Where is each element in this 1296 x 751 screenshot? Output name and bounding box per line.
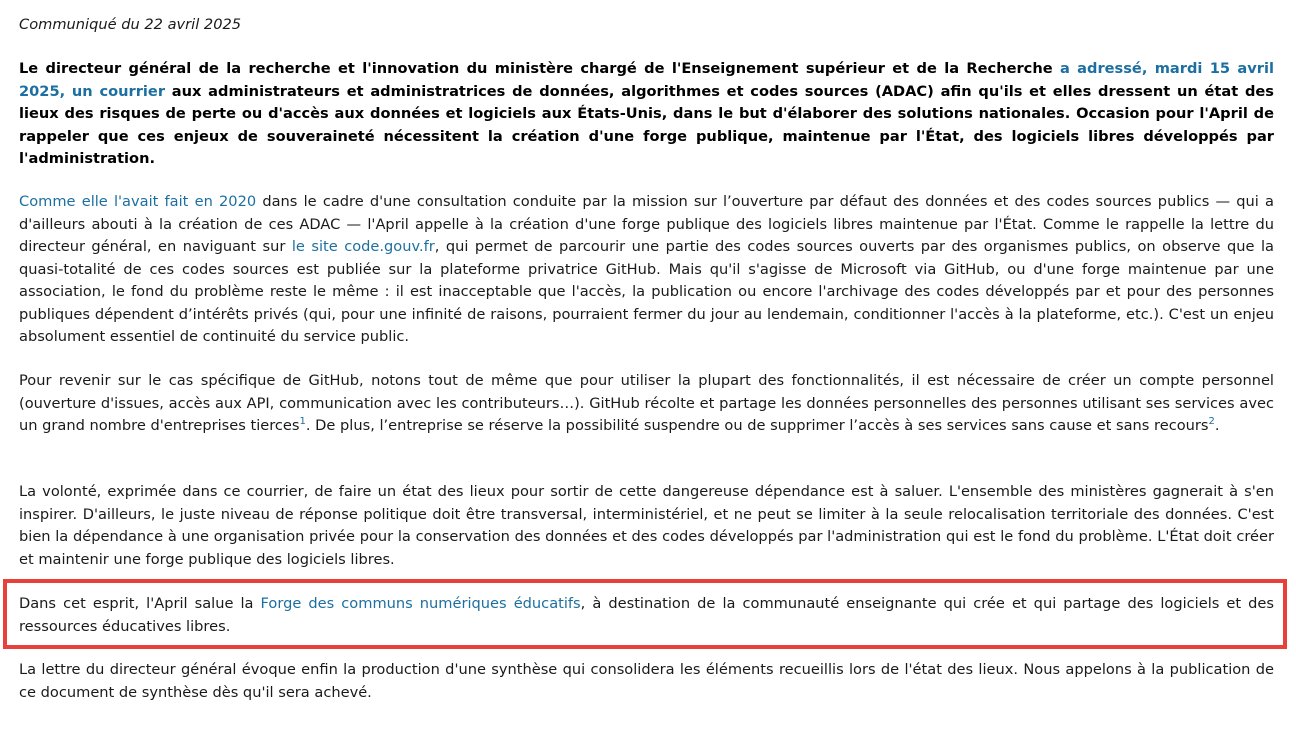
p1-text-1: dans le cadre d'une consultation conduite par la mission sur l’ouverture par défaut des données et des codes sources publics — qui a d'ailleurs abouti à la création de ces ADAC — l'April appelle à la création d'une forge publique des logiciels libres maintenue par l'État. Comme le rappelle la lettre du directeur général, en naviguant sur [19, 193, 1274, 255]
paragraph-forge-publique [19, 191, 1274, 349]
intro-text-1: Le directeur général de la recherche et l'innovation du ministère chargé de l'Enseignement supérieur et de la Recherche [19, 60, 1060, 77]
paragraph-github [19, 370, 1274, 438]
intro-text-2: aux administrateurs et administratrices de données, algorithmes et codes sources (ADAC) afin qu'ils et elles dressent un état des lieux des risques de perte ou d'accès aux données et logiciels aux États-Unis, dans le but d'élaborer des solutions nationales. Occasion pour l'April de rappeler que ces enjeux de souveraineté nécessitent la création d'une forge publique, maintenue par l'État, des logiciels libres développés par l'administration. [19, 82, 1274, 167]
p1-text-2: , qui permet de parcourir une partie des codes sources ouverts par des organismes publics, on observe que la quasi-totalité de ces codes sources est publiée sur la plateforme privatrice GitHub. Mais qu'il s'agisse de Microsoft via GitHub, ou d'une forge maintenue par une association, le fond du problème reste le même : il est inacceptable que l'accès, la publication ou encore l'archivage des codes développés par et pour des personnes publiques dépendent d’intérêts privés (qui, pour une infinité de raisons, pourraient fermer du jour au lendemain, conditionner l'accès à la plateforme, etc.). C'est un enjeu absolument essentiel de continuité du service public. [19, 238, 1274, 345]
p2-text-1: Pour revenir sur le cas spécifique de GitHub, notons tout de même que pour utiliser la plupart des fonctionnalités, il est nécessaire de créer un compte personnel (ouverture d'issues, accès aux API, communication avec les contributeurs…). GitHub récolte et partage les données personnelles des personnes utilisant ses services avec un grand nombre d'entreprises tierces [19, 372, 1274, 434]
p5-text-1: La lettre du directeur général évoque enfin la production d'une synthèse qui consolidera les éléments recueillis lors de l'état des lieux. Nous appelons à la publication de ce document de synthèse dès qu'il sera achevé. [19, 661, 1274, 701]
consultation-2020-link[interactable]: Comme elle l'avait fait en 2020 [19, 193, 257, 210]
forge-communs-link[interactable]: Forge des communs numériques éducatifs [260, 595, 581, 612]
p2-text-3: . [1214, 417, 1220, 434]
footnote-1-link[interactable]: 1 [299, 416, 306, 427]
p3-text-1: La volonté, exprimée dans ce courrier, de faire un état des lieux pour sortir de cette dangereuse dépendance est à saluer. L'ensemble des ministères gagnerait à s'en inspirer. D'ailleurs, le juste niveau de réponse politique doit être transversal, interministériel, et ne peut se limiter à la seule relocalisation territoriale des données. C'est bien la dépendance à une organisation privée pour la conservation des données et des codes développés par l'administration qui est le fond du problème. L'État doit créer et maintenir une forge publique des logiciels libres. [19, 483, 1274, 568]
paragraph-forge-communs [19, 593, 1274, 638]
paragraph-synthese [19, 659, 1274, 704]
dateline: Communiqué du 22 avril 2025 [19, 16, 242, 33]
p2-text-2: . De plus, l’entreprise se réserve la possibilité suspendre ou de supprimer l’accès à ses services sans cause et sans recours [305, 417, 1209, 434]
code-gouv-link[interactable]: le site code.gouv.fr [291, 238, 435, 255]
intro-paragraph [19, 58, 1274, 171]
paragraph-etat-des-lieux [19, 481, 1274, 571]
courrier-link[interactable]: a adressé, mardi 15 avril 2025, un courrier [19, 60, 1274, 100]
p4-text-2: , à destination de la communauté enseignante qui crée et qui partage des logiciels et des ressources éducatives libres. [19, 595, 1274, 635]
footnote-2-link[interactable]: 2 [1208, 416, 1215, 427]
p4-text-1: Dans cet esprit, l'April salue la [19, 595, 261, 612]
